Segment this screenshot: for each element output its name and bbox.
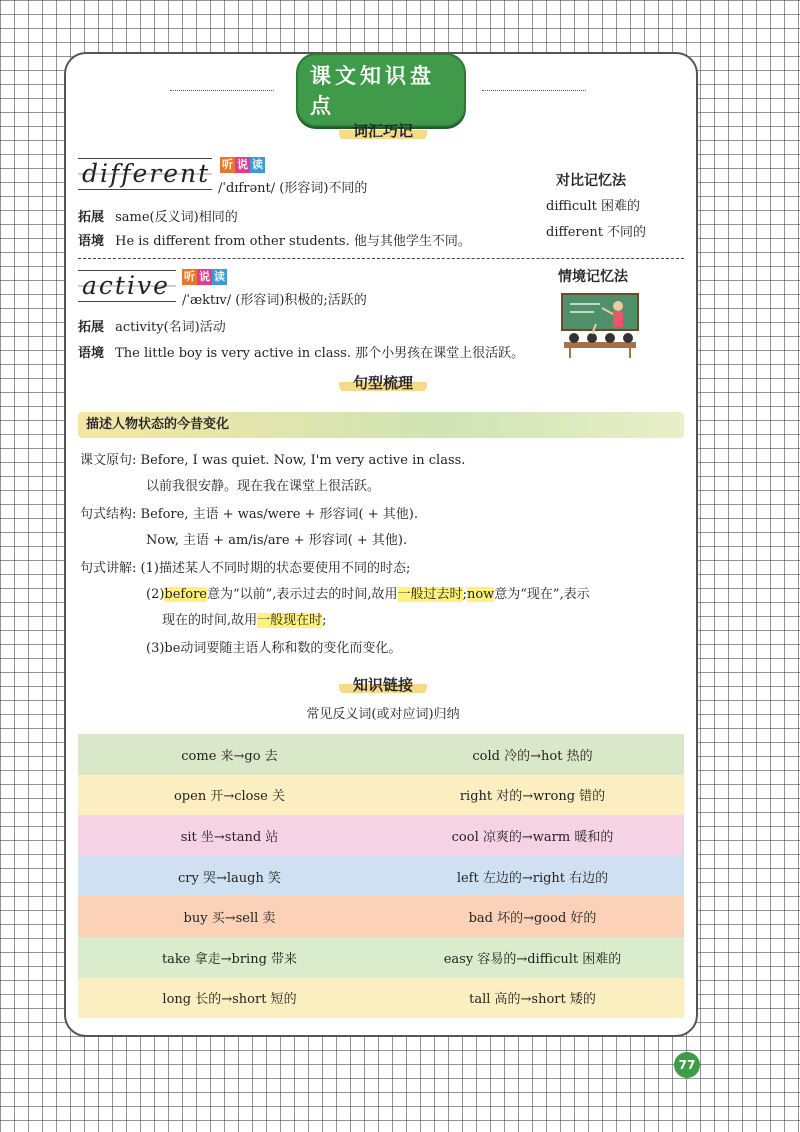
structure-now: Now, 主语 + am/is/are + 形容词( + 其他). bbox=[146, 533, 408, 548]
sentence-section-header bbox=[66, 372, 700, 393]
explain-point-3: (3)be动词要随主语人称和数的变化而变化。 bbox=[146, 641, 402, 656]
phonetic-different: /ˈdɪfrənt/ (形容词)不同的 bbox=[218, 181, 368, 196]
listen-speak-read-badge bbox=[220, 157, 265, 173]
explain-point-2-cont bbox=[162, 612, 327, 630]
badge-speak: 说 bbox=[199, 270, 210, 283]
explain-row bbox=[80, 560, 410, 578]
badge-listen: 听 bbox=[184, 270, 195, 283]
extension-label: 拓展 bbox=[78, 320, 105, 335]
antonym-right-cell: cold 冷的→hot 热的 bbox=[472, 748, 593, 764]
antonym-left-cell: open 开→close 关 bbox=[173, 789, 285, 805]
highlight-present-tense: 一般现在时 bbox=[257, 613, 323, 628]
badge-listen: 听 bbox=[222, 158, 233, 171]
point-2-text-c: 现在的时间,故用 bbox=[162, 613, 258, 628]
highlight-now: now bbox=[466, 587, 495, 602]
table-row bbox=[78, 815, 684, 856]
extension-row-different bbox=[78, 206, 238, 227]
orig-english: Before, I was quiet. Now, I'm very active in class. bbox=[140, 453, 466, 468]
table-row bbox=[78, 978, 684, 1019]
title-divider-right bbox=[482, 90, 586, 91]
explain-label: 句式讲解: bbox=[80, 561, 137, 576]
structure-before: Before, 主语 + was/were + 形容词( + 其他). bbox=[140, 507, 418, 522]
word-different: different bbox=[78, 158, 212, 190]
extension-label: 拓展 bbox=[78, 210, 105, 225]
contrast-line-2: different 不同的 bbox=[546, 225, 647, 240]
antonym-left-cell: cry 哭→laugh 笑 bbox=[178, 870, 281, 886]
point-2-text-a: 意为“以前”,表示过去的时间,故用 bbox=[206, 587, 398, 602]
sentence-section-title: 句型梳理 bbox=[339, 372, 427, 393]
antonym-table-title: 常见反义词(或对应词)归纳 bbox=[306, 707, 460, 722]
badge-read: 读 bbox=[252, 158, 263, 171]
antonym-right-cell: easy 容易的→difficult 困难的 bbox=[443, 951, 622, 967]
highlight-past-tense: 一般过去时 bbox=[397, 587, 463, 602]
structure-label: 句式结构: bbox=[80, 507, 137, 522]
table-row bbox=[78, 937, 684, 978]
context-row-active bbox=[78, 342, 524, 363]
context-label: 语境 bbox=[78, 346, 105, 361]
orig-sentence-row bbox=[80, 452, 465, 470]
knowledge-section-header bbox=[66, 674, 700, 695]
page-title: 课文知识盘点 bbox=[296, 53, 466, 127]
badge-read: 读 bbox=[214, 270, 225, 283]
table-row bbox=[78, 734, 684, 775]
highlight-before: before bbox=[164, 587, 207, 602]
extension-row-active bbox=[78, 316, 226, 337]
table-row bbox=[78, 896, 684, 937]
antonym-right-cell: left 左边的→right 右边的 bbox=[456, 870, 609, 886]
context-row-different bbox=[78, 230, 471, 251]
explain-point-1: (1)描述某人不同时期的状态要使用不同的时态; bbox=[140, 561, 411, 576]
orig-label: 课文原句: bbox=[80, 453, 137, 468]
antonym-left-cell: sit 坐→stand 站 bbox=[180, 829, 279, 845]
point-2-text-b: 意为“现在”,表示 bbox=[494, 587, 590, 602]
situation-memory-title: 情境记忆法 bbox=[558, 269, 628, 285]
table-row bbox=[78, 856, 684, 897]
antonym-table bbox=[78, 734, 684, 1018]
antonym-right-cell: tall 高的→short 矮的 bbox=[469, 992, 596, 1008]
antonym-left-cell: come 来→go 去 bbox=[181, 748, 278, 764]
word-active: active bbox=[78, 270, 176, 302]
point-2-sep: ; bbox=[462, 587, 467, 602]
classroom-illustration bbox=[560, 290, 640, 360]
antonym-left-cell: buy 买→sell 卖 bbox=[183, 911, 276, 927]
extension-text: same(反义词)相同的 bbox=[115, 210, 238, 225]
phonetic-active: /ˈæktɪv/ (形容词)积极的;活跃的 bbox=[182, 293, 367, 308]
antonym-right-cell: bad 坏的→good 好的 bbox=[468, 911, 597, 927]
contrast-line-1: difficult 困难的 bbox=[546, 199, 641, 214]
content-panel bbox=[64, 52, 698, 1037]
point-2-end: ; bbox=[322, 613, 327, 628]
vocab-divider bbox=[78, 258, 684, 259]
page-number: 77 bbox=[674, 1052, 700, 1078]
orig-chinese: 以前我很安静。现在我在课堂上很活跃。 bbox=[146, 479, 381, 494]
context-label: 语境 bbox=[78, 234, 105, 249]
antonym-right-cell: right 对的→wrong 错的 bbox=[459, 789, 606, 805]
extension-text: activity(名词)活动 bbox=[115, 320, 226, 335]
listen-speak-read-badge bbox=[182, 269, 227, 285]
contrast-memory-title: 对比记忆法 bbox=[556, 173, 626, 189]
table-row bbox=[78, 775, 684, 816]
vocab-section-title: 词汇巧记 bbox=[339, 120, 427, 141]
structure-row bbox=[80, 506, 418, 524]
topic-bar: 描述人物状态的今昔变化 bbox=[78, 412, 684, 438]
explain-point-2 bbox=[146, 586, 590, 604]
context-text: He is different from other students. 他与其他学生不同。 bbox=[115, 234, 471, 249]
point-2-number: (2) bbox=[146, 587, 165, 602]
antonym-right-cell: cool 凉爽的→warm 暖和的 bbox=[451, 829, 614, 845]
context-text: The little boy is very active in class. 那个小男孩在课堂上很活跃。 bbox=[115, 346, 525, 361]
antonym-left-cell: take 拿走→bring 带来 bbox=[161, 951, 298, 967]
badge-speak: 说 bbox=[237, 158, 248, 171]
title-wrap bbox=[296, 64, 466, 118]
antonym-left-cell: long 长的→short 短的 bbox=[162, 992, 297, 1008]
vocab-section-header bbox=[66, 120, 700, 141]
knowledge-section-title: 知识链接 bbox=[339, 674, 427, 695]
title-divider-left bbox=[170, 90, 274, 91]
